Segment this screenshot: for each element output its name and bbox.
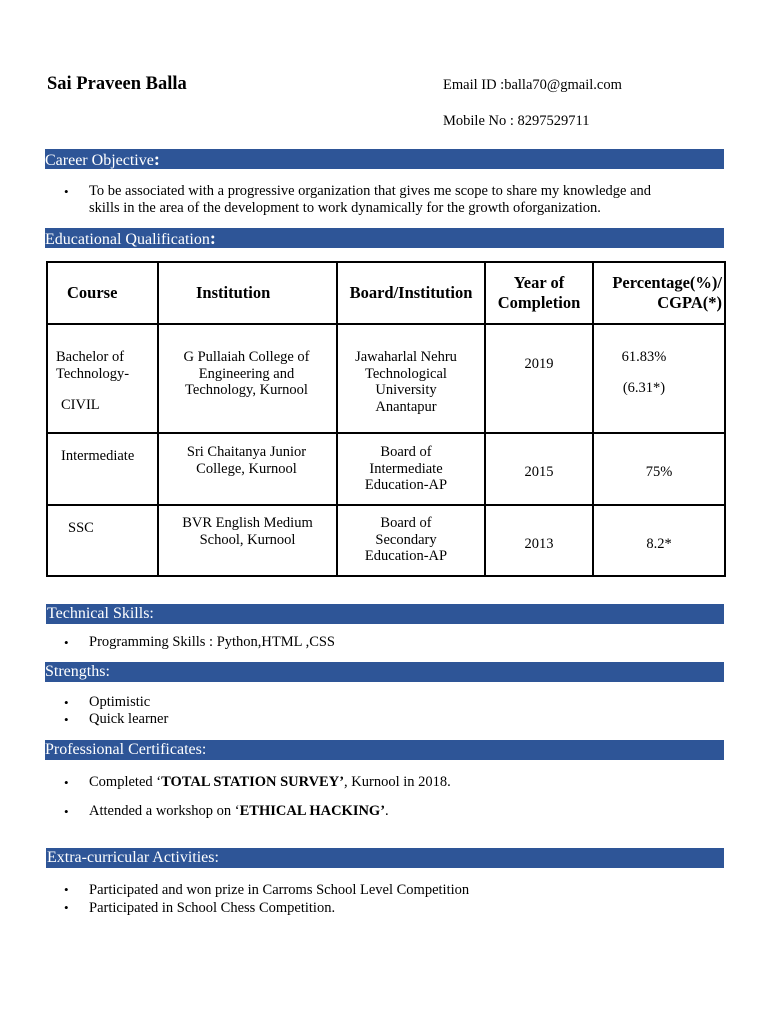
list-item: • Participated and won prize in Carroms School Level Competition (64, 881, 469, 899)
cell-year: 2013 (485, 505, 593, 576)
list-item: • Completed ‘TOTAL STATION SURVEY’, Kurnool in 2018. (64, 773, 451, 792)
cell-year: 2019 (485, 324, 593, 433)
technical-skills-title: Technical Skills: (47, 605, 154, 622)
list-item: • Programming Skills : Python,HTML ,CSS (64, 634, 335, 651)
cell-institution: BVR English Medium School, Kurnool (158, 505, 337, 576)
strengths-title: Strengths: (45, 663, 110, 680)
email-label: Email ID : (443, 77, 505, 93)
cell-board: Board of Intermediate Education-AP (337, 433, 485, 505)
section-heading-education (45, 228, 724, 248)
education-table (46, 261, 726, 577)
email-line (443, 77, 622, 94)
extra-curricular-list (64, 881, 469, 917)
career-objective-colon: : (153, 149, 160, 169)
career-objective-title: Career Objective (45, 152, 154, 169)
cell-course: SSC (47, 505, 158, 576)
column-header-course: Course (47, 262, 158, 324)
mobile-value: 8297529711 (517, 113, 590, 129)
section-heading-certificates (45, 740, 724, 760)
cell-percentage: 61.83% (6.31*) (593, 324, 725, 433)
section-heading-technical-skills (46, 604, 724, 624)
certificates-colon: : (201, 741, 207, 758)
cell-course: Intermediate (47, 433, 158, 505)
table-row (47, 433, 725, 505)
cell-board: Board of Secondary Education-AP (337, 505, 485, 576)
column-header-board: Board/Institution (337, 262, 485, 324)
list-item: • Participated in School Chess Competition. (64, 899, 469, 917)
section-heading-extra-curricular (46, 848, 724, 868)
strengths-list (64, 694, 168, 728)
education-title: Educational Qualification (45, 231, 210, 248)
section-heading-strengths (45, 662, 724, 682)
education-colon: : (209, 228, 216, 248)
list-item: • Attended a workshop on ‘ETHICAL HACKING’. (64, 802, 451, 821)
technical-skills-list (64, 634, 335, 651)
table-row (47, 505, 725, 576)
career-objective-list (64, 183, 674, 217)
table-row (47, 324, 725, 433)
section-heading-career-objective (45, 149, 724, 169)
column-header-institution: Institution (158, 262, 337, 324)
mobile-label: Mobile No : (443, 113, 518, 129)
cell-year: 2015 (485, 433, 593, 505)
list-item: • Optimistic (64, 694, 168, 711)
certificates-title: Professional Certificates (45, 741, 202, 758)
extra-curricular-title: Extra-curricular Activities: (47, 849, 219, 866)
cell-institution: G Pullaiah College of Engineering and Technology, Kurnool (158, 324, 337, 433)
list-item: • Quick learner (64, 711, 168, 728)
column-header-year: Year of Completion (485, 262, 593, 324)
mobile-line (443, 113, 589, 130)
list-item: • To be associated with a progressive organization that gives me scope to share my knowledge and skills in the area of the development to work dynamically for the growth oforganization. (64, 183, 674, 217)
certificates-list (64, 773, 451, 821)
cell-institution: Sri Chaitanya Junior College, Kurnool (158, 433, 337, 505)
cell-board: Jawaharlal Nehru Technological University Anantapur (337, 324, 485, 433)
candidate-name: Sai Praveen Balla (47, 74, 187, 94)
cell-percentage: 8.2* (593, 505, 725, 576)
cell-percentage: 75% (593, 433, 725, 505)
cell-course: Bachelor of Technology- CIVIL (47, 324, 158, 433)
table-header-row (47, 262, 725, 324)
column-header-percentage: Percentage(%)/ CGPA(*) (593, 262, 725, 324)
email-value[interactable]: balla70@gmail.com (504, 77, 622, 93)
